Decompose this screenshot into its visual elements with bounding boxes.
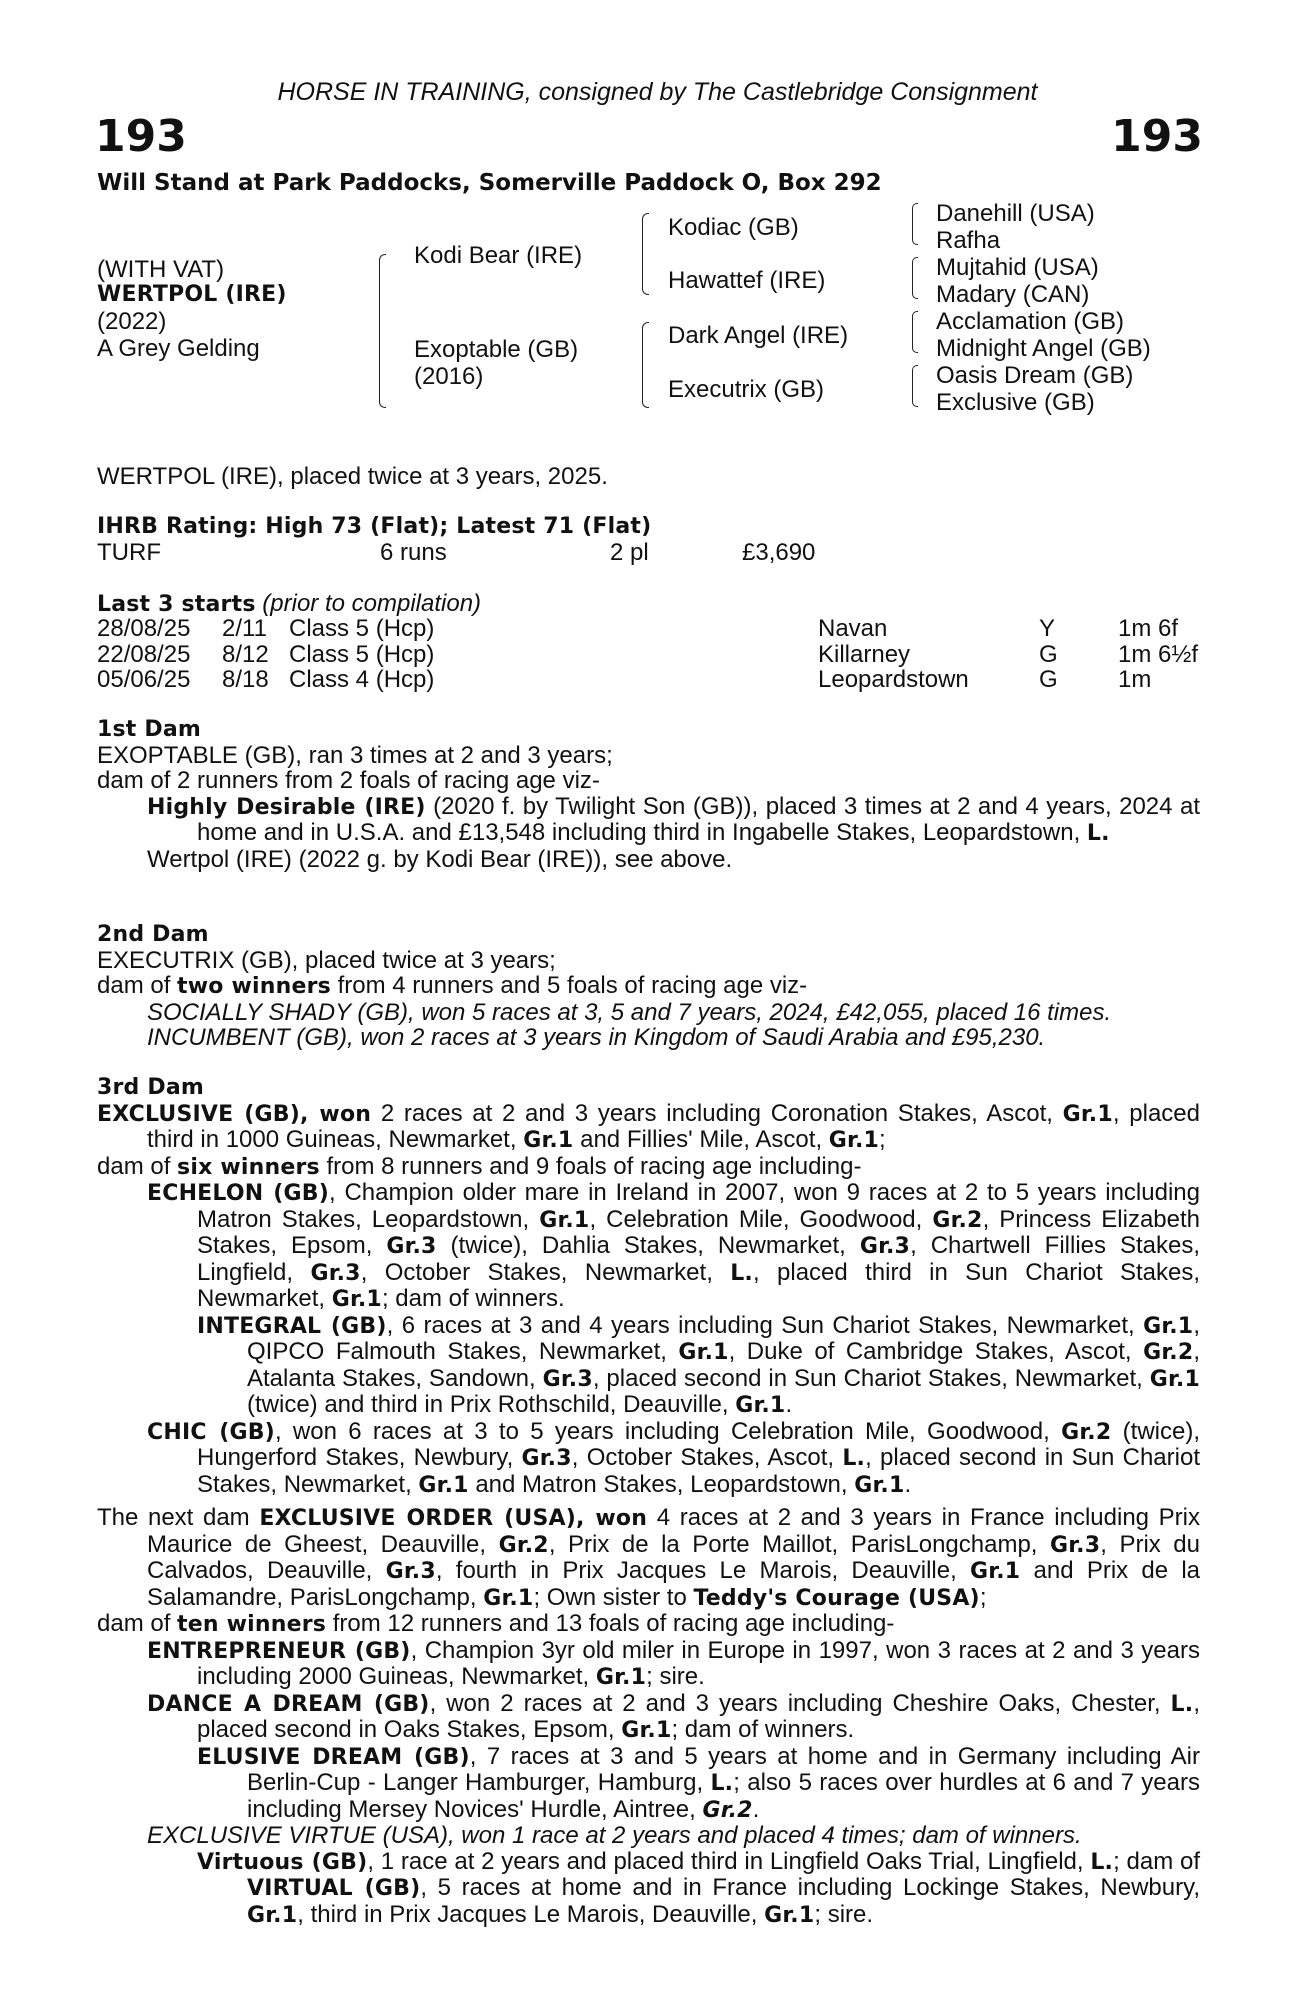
start-class: Class 5 (Hcp) bbox=[289, 640, 435, 668]
start-going: Y bbox=[1039, 615, 1056, 642]
text: from 12 runners and 13 foals of racing age including- bbox=[326, 1610, 895, 1637]
grade-label: Gr.1 bbox=[621, 1718, 672, 1743]
progeny-entry bbox=[97, 1744, 1200, 1824]
text: , Champion 3yr old miler in Europe in 1997, won 3 races at 2 and 3 years including 2000 Guineas, Newmarket, bbox=[197, 1636, 1200, 1690]
pedigree-brace-sire bbox=[642, 213, 649, 295]
pedigree-dam-sire: Dark Angel (IRE) bbox=[668, 322, 849, 349]
text: , 1 race at 2 years and placed third in Lingfield Oaks Trial, Lingfield, bbox=[367, 1847, 1091, 1875]
text: dam of bbox=[97, 1610, 178, 1637]
grade-label: Gr.1 bbox=[1062, 1101, 1113, 1127]
table-row bbox=[97, 667, 1200, 693]
won-label: , won bbox=[576, 1506, 648, 1531]
text: , won 2 races at 2 and 3 years including Cheshire Oaks, Chester, bbox=[429, 1689, 1171, 1717]
grade-label: Gr.1 bbox=[483, 1585, 534, 1611]
progeny-entry bbox=[97, 1849, 1200, 1929]
text: , 7 races at 3 and 5 years at home and in Germany including Air Berlin-Cup - Langer Hamburger, Hamburg, bbox=[247, 1742, 1200, 1796]
grade-label: Gr.1 bbox=[1149, 1366, 1200, 1392]
grade-label: Gr.1 bbox=[828, 1128, 880, 1153]
text: ; dam of winners. bbox=[671, 1716, 855, 1743]
progeny-name: ENTREPRENEUR (GB) bbox=[147, 1638, 411, 1664]
progeny-name: INCUMBENT (GB) bbox=[147, 1024, 347, 1051]
start-course: Navan bbox=[818, 615, 888, 642]
sister-name: Teddy's Courage (USA) bbox=[693, 1585, 980, 1611]
text: ; bbox=[979, 1583, 987, 1611]
grade-label: L. bbox=[1170, 1691, 1194, 1717]
grade-label: Gr.1 bbox=[331, 1287, 382, 1312]
text: and Fillies' Mile, Ascot, bbox=[573, 1126, 829, 1153]
stand-location: Will Stand at Park Paddocks, Somerville Paddock O, Box 292 bbox=[97, 170, 882, 196]
grade-label: Gr.1 bbox=[418, 1472, 469, 1498]
grade-label: Gr.1 bbox=[539, 1207, 590, 1233]
grade-label: Gr.1 bbox=[735, 1393, 786, 1418]
table-row bbox=[97, 616, 1200, 642]
grade-label: L. bbox=[730, 1260, 753, 1286]
winners-count: ten winners bbox=[177, 1612, 327, 1637]
progeny-entry bbox=[97, 794, 1200, 847]
text: and Matron Stakes, Leopardstown, bbox=[468, 1470, 855, 1498]
rating-title: IHRB Rating: High 73 (Flat); Latest 71 (Flat) bbox=[97, 514, 652, 539]
progeny-name: ELUSIVE DREAM (GB) bbox=[197, 1744, 470, 1770]
progeny-name: EXCLUSIVE VIRTUE (USA) bbox=[147, 1822, 448, 1849]
table-row bbox=[97, 642, 1200, 668]
text: ; sire. bbox=[646, 1663, 705, 1690]
vat-label: (WITH VAT) bbox=[97, 256, 225, 283]
progeny-name: Highly Desirable (IRE) bbox=[147, 794, 426, 820]
grade-label: Gr.1 bbox=[523, 1128, 574, 1153]
start-date: 05/06/25 bbox=[97, 666, 191, 693]
progeny-name: Virtuous (GB) bbox=[197, 1849, 368, 1875]
last-starts-table bbox=[97, 616, 1200, 693]
won-label: , won bbox=[299, 1101, 372, 1127]
grade-label: Gr.1 bbox=[595, 1665, 647, 1690]
text: , third in Prix Jacques Le Marois, Deauville, bbox=[297, 1900, 765, 1928]
grade-label: L. bbox=[1090, 1849, 1114, 1875]
pedigree-ddd: Exclusive (GB) bbox=[936, 389, 1095, 416]
rating-runs: 6 runs bbox=[380, 539, 447, 566]
text: (twice) and third in Prix Rothschild, Deauville, bbox=[247, 1391, 736, 1418]
start-going: G bbox=[1039, 666, 1058, 693]
grade-label: Gr.3 bbox=[542, 1366, 593, 1392]
text: from 8 runners and 9 foals of racing age including- bbox=[319, 1152, 862, 1180]
section-title: 3rd Dam bbox=[97, 1075, 204, 1100]
text: and Prix de la Salamandre, ParisLongchamp, bbox=[147, 1557, 1201, 1611]
third-dam-section bbox=[97, 1075, 1200, 1498]
dam-line: EXOPTABLE (GB), ran 3 times at 2 and 3 years; bbox=[97, 741, 613, 769]
pedigree-dam: Exoptable (GB) bbox=[414, 336, 579, 363]
horse-year: (2022) bbox=[97, 308, 167, 335]
rating-placed: 2 pl bbox=[610, 539, 649, 566]
text: , QIPCO Falmouth Stakes, Newmarket, bbox=[247, 1311, 1200, 1365]
text: , October Stakes, Ascot, bbox=[571, 1444, 843, 1471]
pedigree-sds: Mujtahid (USA) bbox=[936, 254, 1099, 281]
text: from 4 runners and 5 foals of racing age viz- bbox=[330, 972, 808, 999]
winners-count: six winners bbox=[177, 1154, 320, 1180]
text: , placed second in Sun Chariot Stakes, Newmarket, bbox=[197, 1444, 1200, 1498]
last-starts-title: Last 3 starts bbox=[97, 592, 256, 617]
text: dam of bbox=[97, 972, 178, 999]
grade-label: Gr.3 bbox=[859, 1234, 911, 1259]
text: ; bbox=[879, 1126, 886, 1153]
progeny-text: , won 2 races at 3 years in Kingdom of Saudi Arabia and £95,230. bbox=[347, 1024, 1046, 1051]
dam-name: EXCLUSIVE ORDER (USA) bbox=[259, 1506, 577, 1531]
text: (twice), Hungerford Stakes, Newbury, bbox=[197, 1417, 1200, 1471]
text: dam of bbox=[97, 1152, 178, 1180]
text: , won 6 races at 3 to 5 years including Celebration Mile, Goodwood, bbox=[274, 1417, 1062, 1445]
grade-label: Gr.1 bbox=[764, 1902, 815, 1928]
pedigree-brace-dam bbox=[642, 322, 649, 408]
horse-name: WERTPOL (IRE) bbox=[97, 282, 287, 307]
text: . bbox=[785, 1391, 793, 1418]
text: , Atalanta Stakes, Sandown, bbox=[247, 1338, 1201, 1392]
text: , won 1 race at 2 years and placed 4 times; dam of winners. bbox=[447, 1822, 1082, 1849]
grade-label: Gr.1 bbox=[970, 1559, 1021, 1584]
progeny-name: VIRTUAL (GB) bbox=[247, 1876, 421, 1901]
progeny-entry bbox=[97, 1638, 1200, 1691]
pedigree-dss: Acclamation (GB) bbox=[936, 308, 1125, 335]
winners-count: two winners bbox=[177, 974, 331, 999]
grade-label: Gr.3 bbox=[310, 1260, 361, 1286]
start-course: Killarney bbox=[818, 640, 911, 668]
pedigree-sss: Danehill (USA) bbox=[936, 200, 1095, 227]
grade-label: Gr.2 bbox=[1061, 1419, 1112, 1445]
first-dam-section bbox=[97, 717, 1200, 872]
text: , October Stakes, Newmarket, bbox=[360, 1258, 731, 1286]
dam-line bbox=[97, 1101, 1200, 1154]
rating-earnings: £3,690 bbox=[742, 539, 816, 566]
progeny-entry bbox=[97, 1000, 1200, 1026]
pedigree-dds: Oasis Dream (GB) bbox=[936, 362, 1134, 389]
progeny-name: ECHELON (GB) bbox=[147, 1181, 330, 1206]
progeny-entry bbox=[97, 1691, 1200, 1744]
grade-label: Gr.2 bbox=[498, 1532, 549, 1558]
grade-label: Gr.2 bbox=[702, 1797, 753, 1823]
grade-label: Gr.3 bbox=[1050, 1532, 1101, 1558]
text: (twice), Dahlia Stakes, Newmarket, bbox=[436, 1232, 860, 1259]
progeny-entry: Wertpol (IRE) (2022 g. by Kodi Bear (IRE)), see above. bbox=[147, 845, 733, 873]
pedigree-sire-sire: Kodiac (GB) bbox=[668, 214, 799, 241]
text: ; dam of winners. bbox=[381, 1285, 565, 1312]
text: , Chartwell Fillies Stakes, Lingfield, bbox=[197, 1232, 1201, 1286]
dam-produce-line bbox=[97, 973, 1200, 1000]
text: , placed third in Sun Chariot Stakes, Newmarket, bbox=[197, 1258, 1200, 1312]
progeny-entry bbox=[97, 1313, 1200, 1419]
pedigree-dam-year: (2016) bbox=[414, 363, 484, 390]
start-class: Class 4 (Hcp) bbox=[289, 666, 435, 693]
horse-description: A Grey Gelding bbox=[97, 335, 260, 362]
dam-produce-line bbox=[97, 1611, 1200, 1638]
last-starts-note: (prior to compilation) bbox=[262, 590, 482, 617]
grade-label: Gr.2 bbox=[1143, 1340, 1194, 1365]
start-position: 8/18 bbox=[222, 666, 269, 693]
grade-label: Gr.1 bbox=[678, 1340, 729, 1365]
text: , Celebration Mile, Goodwood, bbox=[589, 1205, 933, 1233]
start-distance: 1m 6f bbox=[1118, 615, 1179, 642]
pedigree-ssd: Rafha bbox=[936, 227, 1001, 254]
section-title: 1st Dam bbox=[97, 717, 202, 742]
grade-label: Gr.1 bbox=[1143, 1313, 1194, 1339]
text: , placed second in Oaks Stakes, Epsom, bbox=[197, 1689, 1200, 1743]
race-summary: WERTPOL (IRE), placed twice at 3 years, 2025. bbox=[97, 463, 608, 490]
start-position: 2/11 bbox=[222, 615, 267, 642]
text: . bbox=[904, 1470, 912, 1498]
start-distance: 1m bbox=[1118, 666, 1152, 693]
pedigree-dam-dam: Executrix (GB) bbox=[668, 376, 825, 403]
lot-number-right: 193 bbox=[1111, 111, 1203, 162]
pedigree-brace-sd bbox=[912, 257, 918, 299]
pedigree-brace-dd bbox=[912, 365, 918, 407]
text: , Prix de la Porte Maillot, ParisLongchamp, bbox=[548, 1530, 1051, 1558]
progeny-name: DANCE A DREAM (GB) bbox=[147, 1691, 430, 1717]
text: ; dam of bbox=[1113, 1847, 1201, 1875]
text: ; Own sister to bbox=[533, 1583, 694, 1611]
second-dam-section bbox=[97, 922, 1200, 1051]
progeny-name: SOCIALLY SHADY (GB) bbox=[147, 998, 408, 1026]
text: , Prix du Calvados, Deauville, bbox=[147, 1530, 1201, 1584]
text: , Duke of Cambridge Stakes, Ascot, bbox=[728, 1338, 1144, 1365]
pedigree-dsd: Midnight Angel (GB) bbox=[936, 335, 1151, 362]
start-going: G bbox=[1039, 640, 1058, 668]
text: ; also 5 races over hurdles at 6 and 7 years including Mersey Novices' Hurdle, Aintree, bbox=[247, 1769, 1200, 1823]
progeny-entry bbox=[97, 1180, 1200, 1313]
start-course: Leopardstown bbox=[818, 666, 969, 693]
pedigree-brace-ds bbox=[912, 311, 918, 353]
text: , placed second in Sun Chariot Stakes, Newmarket, bbox=[592, 1364, 1150, 1392]
progeny-entry bbox=[97, 1025, 1200, 1051]
progeny-entry bbox=[97, 1419, 1200, 1499]
text: , 5 races at home and in France including Lockinge Stakes, Newbury, bbox=[420, 1874, 1200, 1901]
text: , Princess Elizabeth Stakes, Epsom, bbox=[197, 1205, 1200, 1259]
pedigree-sire-dam: Hawattef (IRE) bbox=[668, 267, 826, 294]
grade-label: Gr.3 bbox=[385, 1559, 436, 1584]
progeny-name: INTEGRAL (GB) bbox=[197, 1313, 387, 1339]
pedigree-brace-ss bbox=[912, 203, 918, 245]
last-starts-heading bbox=[97, 591, 481, 618]
text: , fourth in Prix Jacques Le Marois, Deauville, bbox=[435, 1557, 971, 1584]
pedigree-brace-main bbox=[379, 254, 386, 408]
progeny-text: (2020 f. by Twilight Son (GB)), placed 3 times at 2 and 4 years, 2024 at home and in U.S.A. and £13,548 including third in Ingabelle Stakes, Leopardstown, bbox=[197, 792, 1201, 846]
dam-produce-line: dam of 2 runners from 2 foals of racing age viz- bbox=[97, 767, 600, 794]
progeny-text: , won 5 races at 3, 5 and 7 years, 2024, £42,055, placed 16 times. bbox=[408, 998, 1112, 1026]
next-dam-section bbox=[97, 1505, 1200, 1928]
text: 2 races at 2 and 3 years including Coronation Stakes, Ascot, bbox=[371, 1099, 1063, 1127]
grade-label: Gr.3 bbox=[386, 1234, 437, 1259]
start-position: 8/12 bbox=[222, 640, 269, 668]
text: ; sire. bbox=[814, 1900, 874, 1928]
pedigree-sdd: Madary (CAN) bbox=[936, 281, 1090, 308]
text: , placed third in 1000 Guineas, Newmarket, bbox=[147, 1099, 1200, 1153]
consignment-header: HORSE IN TRAINING, consigned by The Castlebridge Consignment bbox=[277, 78, 1038, 106]
pedigree-sire: Kodi Bear (IRE) bbox=[414, 242, 583, 269]
text: 4 races at 2 and 3 years in France including Prix Maurice de Gheest, Deauville, bbox=[147, 1504, 1200, 1558]
grade-label: L. bbox=[842, 1446, 866, 1471]
dam-line: EXECUTRIX (GB), placed twice at 3 years; bbox=[97, 946, 556, 974]
text: The next dam bbox=[97, 1504, 260, 1531]
text: . bbox=[752, 1795, 760, 1823]
start-date: 22/08/25 bbox=[97, 640, 191, 668]
text: , 6 races at 3 and 4 years including Sun Chariot Stakes, Newmarket, bbox=[386, 1311, 1144, 1339]
grade-label: Gr.2 bbox=[932, 1207, 983, 1233]
start-date: 28/08/25 bbox=[97, 615, 191, 642]
text: , Champion older mare in Ireland in 2007, won 9 races at 2 to 5 years including Matron Stakes, Leopardstown, bbox=[197, 1179, 1200, 1233]
grade-label: Gr.1 bbox=[854, 1472, 905, 1498]
dam-line bbox=[97, 1505, 1200, 1611]
dam-name: EXCLUSIVE (GB) bbox=[97, 1101, 300, 1127]
progeny-entry bbox=[97, 1823, 1200, 1849]
grade-label: L. bbox=[1086, 821, 1110, 846]
section-title: 2nd Dam bbox=[97, 922, 209, 947]
grade-label: Gr.1 bbox=[247, 1902, 298, 1928]
start-class: Class 5 (Hcp) bbox=[289, 615, 435, 642]
rating-surface: TURF bbox=[97, 539, 161, 566]
dam-produce-line bbox=[97, 1154, 1200, 1181]
lot-number-left: 193 bbox=[95, 111, 187, 162]
grade-label: Gr.3 bbox=[521, 1446, 572, 1471]
progeny-name: CHIC (GB) bbox=[147, 1419, 275, 1445]
start-distance: 1m 6½f bbox=[1118, 640, 1199, 668]
grade-label: L. bbox=[710, 1771, 734, 1796]
